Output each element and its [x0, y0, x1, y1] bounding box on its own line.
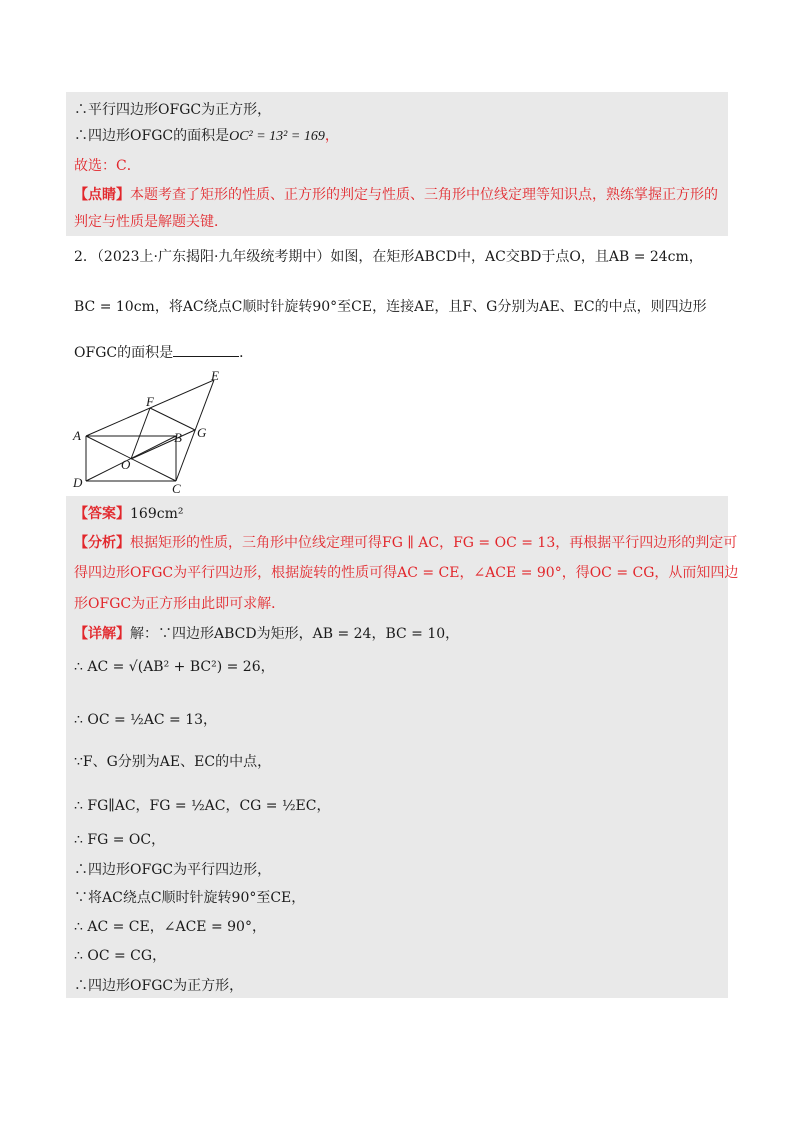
detail-line: ∴ OC = ½AC = 13，	[74, 712, 218, 728]
question-line: 2．（2023上·广东揭阳·九年级统考期中）如图，在矩形ABCD中，AC交BD于点O，且AB = 24cm，	[74, 249, 703, 265]
analysis-line	[74, 533, 737, 553]
math-expression: OC² = 13² = 169	[229, 129, 325, 144]
answer-tag: 【答案】	[74, 506, 130, 522]
detail-line: ∴ AC = √(AB² + BC²) = 26，	[74, 659, 275, 675]
segment-fg	[150, 408, 195, 430]
text-line	[74, 126, 339, 147]
analysis-tag: 【分析】	[74, 535, 130, 551]
detail-line: ∴ FG = OC，	[74, 832, 166, 848]
label-a: A	[73, 428, 81, 443]
detail-line: ∴ OC = CG，	[74, 948, 167, 964]
text-span: 解：∵四边形ABCD为矩形，AB = 24，BC = 10，	[130, 626, 460, 642]
analysis-line: 形OFGC为正方形由此即可求解．	[74, 596, 286, 612]
question-line	[74, 342, 253, 363]
label-o: O	[121, 457, 131, 472]
text-line	[74, 185, 718, 205]
label-e: E	[211, 368, 219, 383]
label-b: B	[174, 430, 182, 445]
detail-line: ∴四边形OFGC为正方形，	[74, 978, 244, 994]
text-span: ，	[324, 128, 339, 144]
question-line: BC = 10cm，将AC绕点C顺时针旋转90°至CE，连接AE，且F、G分别为AE、EC的中点，则四边形	[74, 299, 707, 315]
text-span: OFGC的面积是	[74, 345, 174, 361]
text-line: 故选：C．	[74, 158, 141, 174]
detail-line: ∵F、G分别为AE、EC的中点，	[74, 754, 272, 770]
label-c: C	[172, 481, 181, 493]
section-tag: 【点睛】	[74, 187, 130, 203]
detail-line: ∴ AC = CE，∠ACE = 90°，	[74, 919, 266, 935]
answer-blank	[173, 342, 239, 357]
detail-tag: 【详解】	[74, 626, 130, 642]
geometry-diagram	[66, 368, 236, 493]
text-span: 根据矩形的性质，三角形中位线定理可得FG ∥ AC，FG = OC = 13，再根据平行四边形的判定可	[130, 535, 738, 551]
answer-line	[74, 504, 183, 524]
text-span: ∴四边形OFGC的面积是	[74, 128, 230, 144]
analysis-line: 得四边形OFGC为平行四边形，根据旋转的性质可得AC = CE，∠ACE = 90°，得OC = CG，从而知四边	[74, 565, 739, 581]
text-span: 本题考查了矩形的性质、正方形的判定与性质、三角形中位线定理等知识点，熟练掌握正方形的	[130, 187, 718, 203]
text-line: 判定与性质是解题关键．	[74, 214, 228, 230]
label-f: F	[146, 394, 154, 409]
text-span: ．	[239, 345, 254, 361]
text-line: ∴平行四边形OFGC为正方形，	[74, 102, 272, 118]
answer-value: 169cm²	[130, 506, 184, 522]
detail-line	[74, 624, 459, 644]
detail-line: ∴四边形OFGC为平行四边形，	[74, 862, 272, 878]
detail-line: ∵将AC绕点C顺时针旋转90°至CE，	[74, 890, 306, 906]
detail-line: ∴ FG∥AC，FG = ½AC，CG = ½EC，	[74, 798, 331, 814]
label-d: D	[73, 475, 83, 490]
label-g: G	[197, 425, 207, 440]
